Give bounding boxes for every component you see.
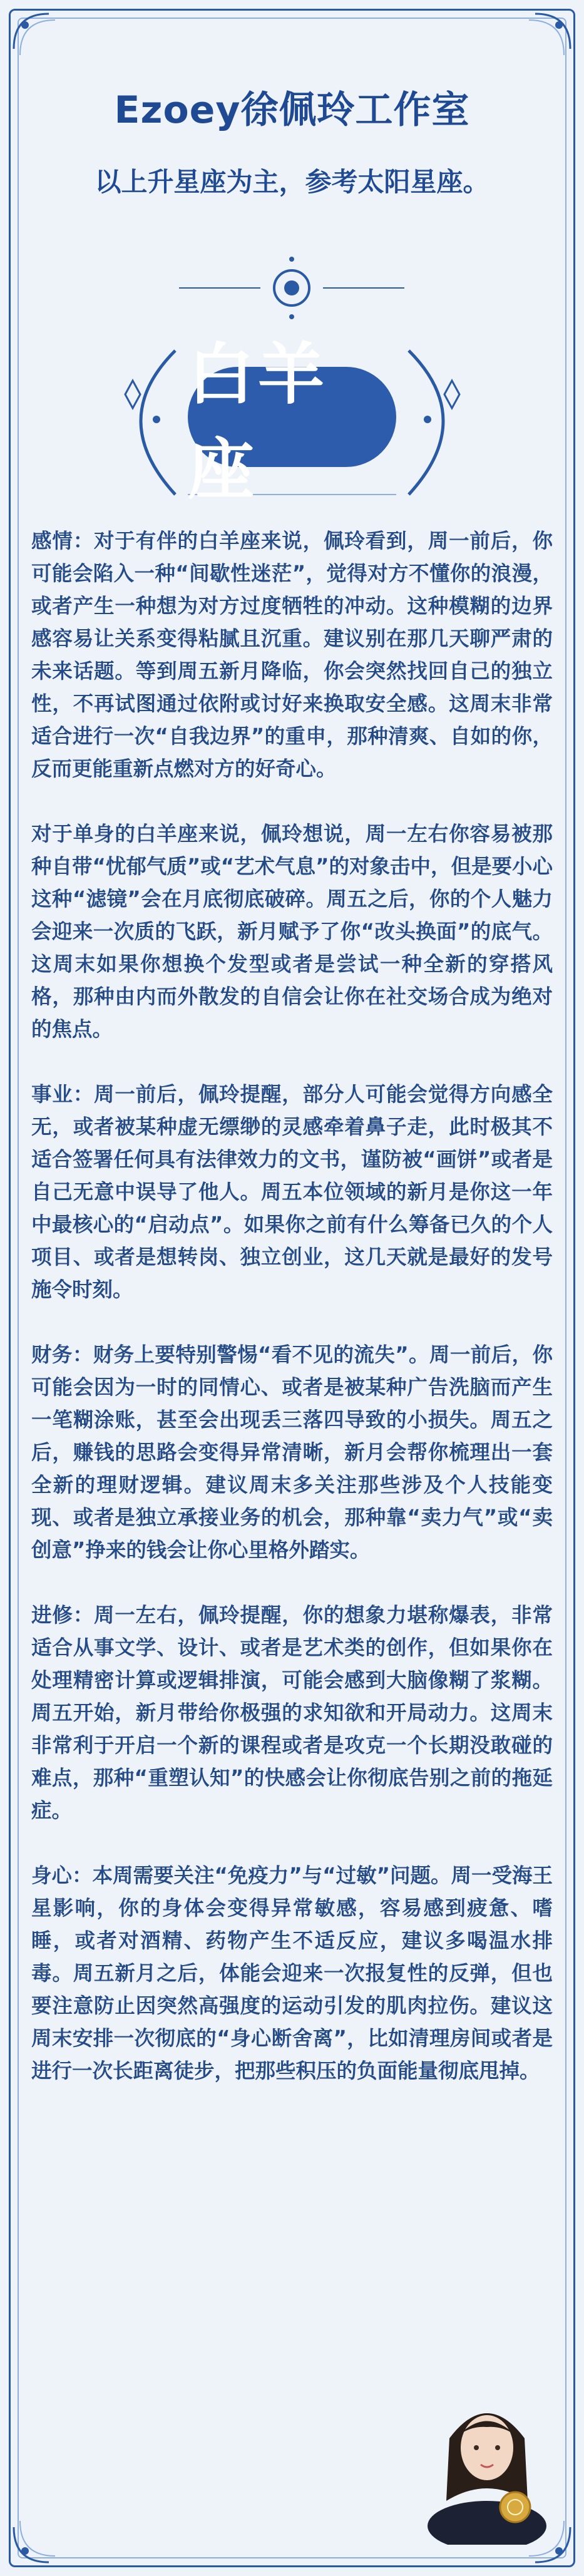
- moon-phases-icon: [179, 250, 404, 326]
- astrologer-avatar: [421, 2382, 553, 2545]
- paragraph-love-couples: 感情：对于有伴的白羊座来说，佩玲看到，周一前后，你可能会陷入一种“间歇性迷茫”，觉得对方不懂你的浪漫，或者产生一种想为对方过度牺牲的冲动。这种模糊的边界感容易让关系变得粘腻且沉重。建议别在那几天聊严肃的未来话题。等到周五新月降临，你会突然找回自己的独立性，不再试图通过依附或讨好来换取安全感。这周末非常适合进行一次“自我边界”的重申，那种清爽、自如的你，反而更能重新点燃对方的好奇心。: [31, 529, 553, 781]
- sign-badge: [188, 335, 396, 508]
- horoscope-content: [31, 525, 553, 2087]
- studio-title: Ezoey徐佩玲工作室: [114, 88, 470, 132]
- sign-name: 白羊座: [188, 335, 328, 508]
- paragraph-health: 身心：本周需要关注“免疫力”与“过敏”问题。周一受海王星影响，你的身体会变得异常敏感，容易感到疲惫、嗜睡，或者对酒精、药物产生不适反应，建议多喝温水排毒。周五新月之后，体能会迎来一次报复性的反弹，但也要注意防止因突然高强度的运动引发的肌肉拉伤。建议这周末安排一次彻底的“身心断舍离”，比如清理房间或者是进行一次长距离徒步，把那些积压的负面能量彻底甩掉。: [31, 1864, 553, 2083]
- subtitle-note: 以上升星座为主，参考太阳星座。: [95, 167, 489, 197]
- corner-ornament-icon: [11, 11, 65, 65]
- corner-ornament-icon: [11, 2511, 65, 2565]
- paragraph-love-single: 对于单身的白羊座来说，佩玲想说，周一左右你容易被那种自带“忧郁气质”或“艺术气息”的对象击中，但是要小心这种“滤镜”会在月底彻底破碎。周五之后，你的个人魅力会迎来一次质的飞跃，新月赋予了你“改头换面”的底气。这周末如果你想换个发型或者是尝试一种全新的穿搭风格，那种由内而外散发的自信会让你在社交场合成为绝对的焦点。: [31, 822, 553, 1041]
- paragraph-study: 进修：周一左右，佩玲提醒，你的想象力堪称爆表，非常适合从事文学、设计、或者是艺术类的创作，但如果你在处理精密计算或逻辑排演，可能会感到大脑像糊了浆糊。周五开始，新月带给你极强的求知欲和开局动力。这周末非常利于开启一个新的课程或者是攻克一个长期没敢碰的难点，那种“重塑认知”的快感会让你彻底告别之前的拖延症。: [31, 1603, 553, 1822]
- corner-ornament-icon: [519, 11, 573, 65]
- sign-header: [0, 326, 584, 513]
- paragraph-finance: 财务：财务上要特别警惕“看不见的流失”。周一前后，你可能会因为一时的同情心、或者是被某种广告洗脑而产生一笔糊涂账，甚至会出现丢三落四导致的小损失。周五之后，赚钱的思路会变得异常清晰，新月会帮你梳理出一套全新的理财逻辑。建议周末多关注那些涉及个人技能变现、或者是独立承接业务的机会，那种靠“卖力气”或“卖创意”挣来的钱会让你心里格外踏实。: [31, 1343, 553, 1562]
- paragraph-career: 事业：周一前后，佩玲提醒，部分人可能会觉得方向感全无，或者被某种虚无缥缈的灵感牵着鼻子走，此时极其不适合签署任何具有法律效力的文书，谨防被“画饼”或者是自己无意中误导了他人。周五本位领域的新月是你这一年中最核心的“启动点”。如果你之前有什么筹备已久的个人项目、或者是想转岗、独立创业，这几天就是最好的发号施令时刻。: [31, 1082, 553, 1301]
